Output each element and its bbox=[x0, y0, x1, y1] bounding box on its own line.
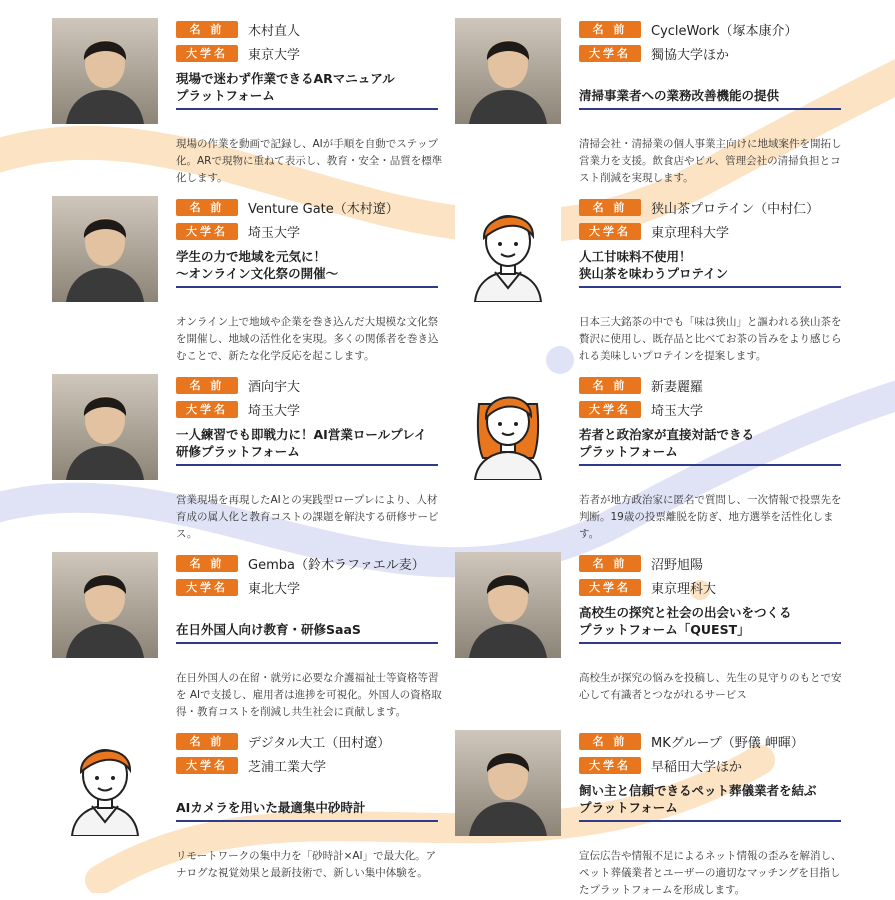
school-label-badge: 大学名 bbox=[176, 401, 238, 418]
school-label-badge: 大学名 bbox=[176, 45, 238, 62]
school-row bbox=[579, 220, 855, 242]
school-row bbox=[579, 576, 855, 598]
project-title: 高校生の探究と社会の出会いをつくる プラットフォーム「QUEST」 bbox=[579, 605, 792, 637]
profile-info bbox=[579, 196, 855, 288]
school-name: 埼玉大学 bbox=[651, 403, 704, 419]
person-name: CycleWork（塚本康介） bbox=[651, 23, 798, 39]
divider bbox=[579, 464, 841, 466]
profile-info bbox=[176, 552, 452, 644]
school-label-badge: 大学名 bbox=[579, 579, 641, 596]
profile-info bbox=[176, 374, 452, 466]
name-label-badge: 名 前 bbox=[176, 733, 238, 750]
name-row bbox=[579, 196, 855, 218]
person-photo bbox=[52, 374, 158, 480]
name-label-badge: 名 前 bbox=[579, 377, 641, 394]
divider bbox=[579, 820, 841, 822]
name-label-badge: 名 前 bbox=[579, 555, 641, 572]
school-row bbox=[579, 398, 855, 420]
person-photo bbox=[455, 552, 561, 658]
name-row bbox=[579, 18, 855, 40]
school-label-badge: 大学名 bbox=[579, 757, 641, 774]
school-row bbox=[176, 42, 452, 64]
school-label-badge: 大学名 bbox=[579, 401, 641, 418]
project-title: 若者と政治家が直接対話できる プラットフォーム bbox=[579, 427, 755, 459]
project-description: 高校生が探究の悩みを投稿し、先生の見守りのもとで安心して有識者とつながれるサービス bbox=[579, 672, 842, 701]
name-row bbox=[579, 374, 855, 396]
project-title: AIカメラを用いた最適集中砂時計 bbox=[176, 800, 366, 815]
school-name: 芝浦工業大学 bbox=[248, 759, 327, 775]
person-name: Venture Gate（木村遼） bbox=[248, 201, 399, 217]
profile-card bbox=[455, 374, 855, 544]
project-title: 在日外国人向け教育・研修SaaS bbox=[176, 622, 361, 637]
avatar-male-illustration bbox=[455, 196, 561, 302]
person-name: デジタル大工（田村遼） bbox=[248, 735, 391, 751]
person-photo bbox=[455, 18, 561, 124]
school-name: 東京大学 bbox=[248, 47, 301, 63]
profile-info bbox=[579, 552, 855, 644]
profile-info bbox=[176, 18, 452, 110]
profile-card bbox=[455, 196, 855, 366]
name-label-badge: 名 前 bbox=[579, 21, 641, 38]
person-name: 酒向宇大 bbox=[248, 379, 301, 395]
name-label-badge: 名 前 bbox=[176, 21, 238, 38]
school-name: 東京理科大 bbox=[651, 581, 717, 597]
person-name: 木村直人 bbox=[248, 23, 301, 39]
school-row bbox=[176, 576, 452, 598]
name-label-badge: 名 前 bbox=[579, 733, 641, 750]
school-label-badge: 大学名 bbox=[176, 579, 238, 596]
divider bbox=[176, 108, 438, 110]
name-label-badge: 名 前 bbox=[579, 199, 641, 216]
profile-info bbox=[579, 18, 855, 110]
name-label-badge: 名 前 bbox=[176, 199, 238, 216]
school-row bbox=[176, 754, 452, 776]
person-photo bbox=[52, 196, 158, 302]
person-name: Gemba（鈴木ラファエル麦） bbox=[248, 557, 425, 573]
school-label-badge: 大学名 bbox=[176, 223, 238, 240]
name-row bbox=[176, 196, 452, 218]
avatar-female-illustration bbox=[455, 374, 561, 480]
name-row bbox=[579, 552, 855, 574]
person-name: 狭山茶プロテイン（中村仁） bbox=[651, 201, 820, 217]
profile-card bbox=[52, 374, 452, 544]
project-description: 現場の作業を動画で記録し、AIが手順を自動でステップ化。ARで現物に重ねて表示し、教育・安全・品質を標準化します。 bbox=[176, 138, 443, 184]
name-row bbox=[176, 730, 452, 752]
school-name: 埼玉大学 bbox=[248, 403, 301, 419]
divider bbox=[579, 108, 841, 110]
school-label-badge: 大学名 bbox=[579, 45, 641, 62]
divider bbox=[579, 286, 841, 288]
profile-card bbox=[52, 730, 452, 900]
name-row bbox=[176, 18, 452, 40]
divider bbox=[176, 820, 438, 822]
name-row bbox=[579, 730, 855, 752]
school-row bbox=[176, 220, 452, 242]
project-description: 営業現場を再現したAIとの実践型ロープレにより、人材育成の属人化と教育コストの課題を解決する研修サービス。 bbox=[176, 494, 439, 540]
profile-card bbox=[455, 730, 855, 900]
divider bbox=[176, 286, 438, 288]
profile-info bbox=[579, 730, 855, 822]
project-title: 現場で迷わず作業できるARマニュアル プラットフォーム bbox=[176, 71, 395, 103]
school-row bbox=[176, 398, 452, 420]
project-title: 学生の力で地域を元気に！ ～オンライン文化祭の開催～ bbox=[176, 249, 339, 281]
divider bbox=[176, 464, 438, 466]
project-description: 清掃会社・清掃業の個人事業主向けに地域案件を開拓し営業力を支援。飲食店やビル、管理会社の清掃負担とコスト削減を実現します。 bbox=[579, 138, 842, 184]
project-description: 在日外国人の在留・就労に必要な介護福祉士等資格等習を AIで支援し、雇用者は進捗を可視化。外国人の資格取得・教育コストを削減し共生社会に貢献します。 bbox=[176, 672, 442, 718]
school-name: 獨協大学ほか bbox=[651, 47, 730, 63]
divider bbox=[176, 642, 438, 644]
name-label-badge: 名 前 bbox=[176, 377, 238, 394]
profile-card bbox=[52, 18, 452, 188]
project-description: 若者が地方政治家に匿名で質問し、一次情報で投票先を判断。19歳の投票離脱を防ぎ、地方選挙を活性化します。 bbox=[579, 494, 842, 540]
profile-card bbox=[455, 552, 855, 722]
project-description: 宣伝広告や情報不足によるネット情報の歪みを解消し、ペット葬儀業者とユーザーの適切なマッチングを目指したプラットフォームを形成します。 bbox=[579, 850, 842, 896]
project-description: オンライン上で地域や企業を巻き込んだ大規模な文化祭を開催し、地域の活性化を実現。多くの関係者を巻き込むことで、新たな化学反応を起こします。 bbox=[176, 316, 439, 362]
profile-info bbox=[176, 196, 452, 288]
project-title: 一人練習でも即戦力に！AI営業ロールプレイ 研修プラットフォーム bbox=[176, 427, 427, 459]
profile-card bbox=[52, 196, 452, 366]
avatar-male-illustration bbox=[52, 730, 158, 836]
profile-info bbox=[176, 730, 452, 822]
person-name: MKグループ（野儀 岬暉） bbox=[651, 735, 804, 751]
project-title: 飼い主と信頼できるペット葬儀業者を結ぶ プラットフォーム bbox=[579, 783, 817, 815]
name-row bbox=[176, 374, 452, 396]
profile-card bbox=[455, 18, 855, 188]
project-title: 清掃事業者への業務改善機能の提供 bbox=[579, 88, 780, 103]
divider bbox=[579, 642, 841, 644]
school-row bbox=[579, 754, 855, 776]
school-row bbox=[579, 42, 855, 64]
person-photo bbox=[52, 18, 158, 124]
project-description: 日本三大銘茶の中でも「味は狭山」と謳われる狭山茶を贅沢に使用し、既存品と比べてお茶の旨みをより感じられる美味しいプロテインを提案します。 bbox=[579, 316, 842, 362]
person-photo bbox=[455, 730, 561, 836]
school-label-badge: 大学名 bbox=[579, 223, 641, 240]
person-name: 沼野旭陽 bbox=[651, 557, 704, 573]
person-photo bbox=[52, 552, 158, 658]
school-name: 埼玉大学 bbox=[248, 225, 301, 241]
name-label-badge: 名 前 bbox=[176, 555, 238, 572]
name-row bbox=[176, 552, 452, 574]
project-title: 人工甘味料不使用！ 狭山茶を味わうプロテイン bbox=[579, 249, 729, 281]
school-name: 東北大学 bbox=[248, 581, 301, 597]
profile-info bbox=[579, 374, 855, 466]
school-name: 早稲田大学ほか bbox=[651, 759, 743, 775]
profile-card bbox=[52, 552, 452, 722]
project-description: リモートワークの集中力を「砂時計×AI」で最大化。アナログな視覚効果と最新技術で、新しい集中体験を。 bbox=[176, 850, 437, 879]
school-name: 東京理科大学 bbox=[651, 225, 730, 241]
person-name: 新妻麗羅 bbox=[651, 379, 704, 395]
school-label-badge: 大学名 bbox=[176, 757, 238, 774]
